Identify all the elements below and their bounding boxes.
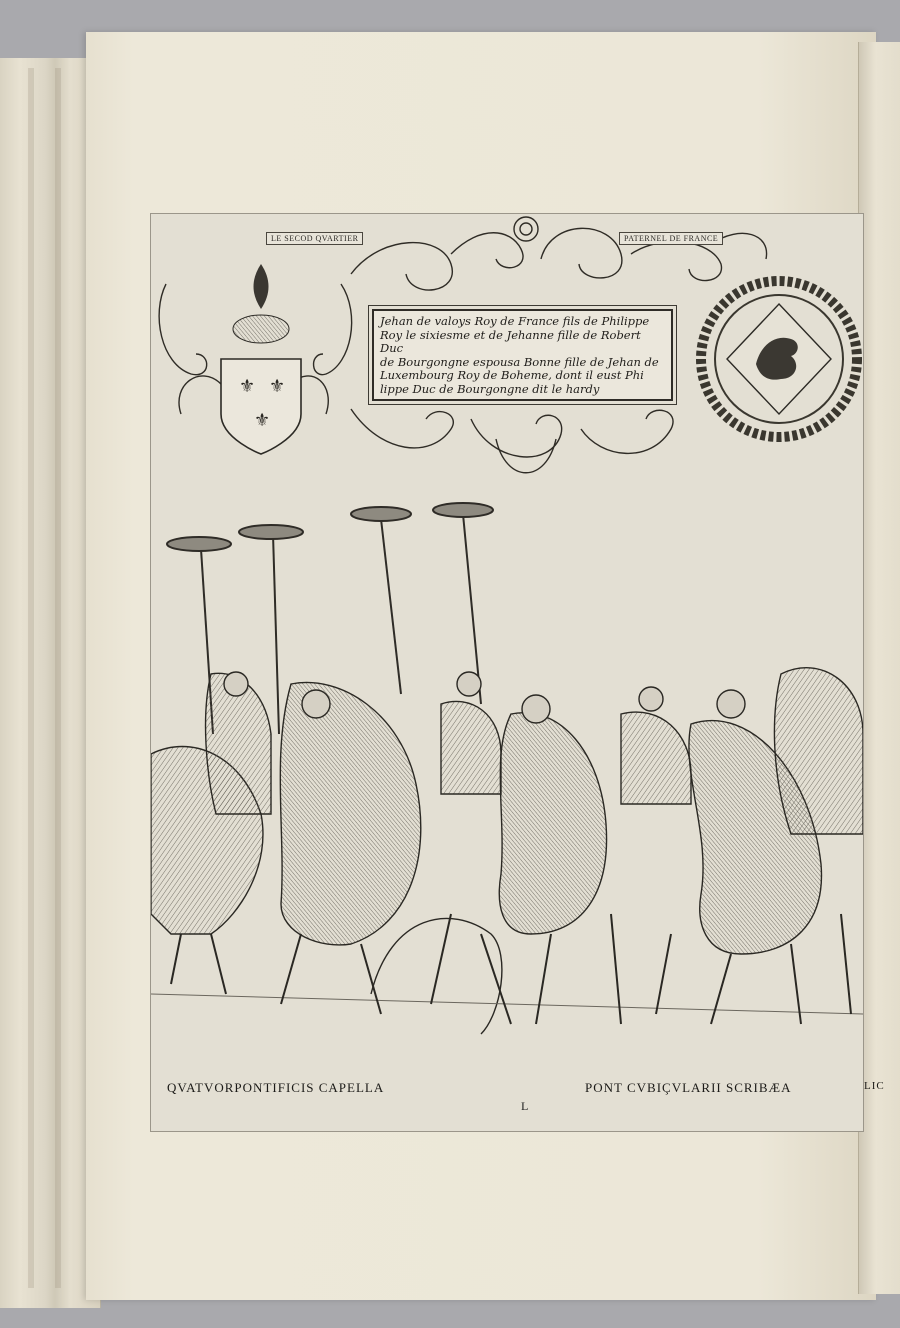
caption-right: PONT CVBIÇVLARII SCRIBÆA bbox=[585, 1080, 792, 1095]
inscription-text bbox=[380, 315, 665, 396]
inscription-line: de Bourgongne espousa Bonne fille de Jehan de bbox=[380, 354, 659, 369]
engraving-plate bbox=[150, 213, 864, 1132]
svg-text:⚜: ⚜ bbox=[254, 410, 271, 430]
left-page-fold bbox=[55, 68, 61, 1288]
svg-text:⚜: ⚜ bbox=[269, 376, 286, 396]
right-page-edge bbox=[858, 42, 900, 1294]
svg-text:⚜: ⚜ bbox=[239, 376, 256, 396]
caption-next-page: LIC bbox=[864, 1080, 885, 1092]
left-page-fold bbox=[28, 68, 34, 1288]
inscription-line: Luxembourg Roy de Boheme, dont il eust Phi bbox=[380, 368, 644, 382]
caption-left: QVATVORPONTIFICIS CAPELLA bbox=[167, 1080, 385, 1095]
inscription-line: lippe Duc de Bourgongne dit le hardy bbox=[380, 381, 600, 396]
plate-letter: L bbox=[521, 1099, 529, 1113]
inscription-cartouche bbox=[372, 309, 673, 401]
quarter-label-left: LE SECOD QVARTIER bbox=[266, 232, 363, 245]
inscription-line: Jehan de valoys Roy de France fils de Philippe bbox=[380, 314, 650, 328]
inscription-line: Roy le sixiesme et de Jehanne fille de Robert Duc bbox=[380, 327, 641, 355]
quarter-label-right: PATERNEL DE FRANCE bbox=[619, 232, 723, 245]
laurel-wreath-lion-emblem bbox=[701, 281, 857, 437]
mounted-procession bbox=[151, 668, 863, 1034]
fleur-de-lis-coat-of-arms bbox=[221, 264, 301, 454]
